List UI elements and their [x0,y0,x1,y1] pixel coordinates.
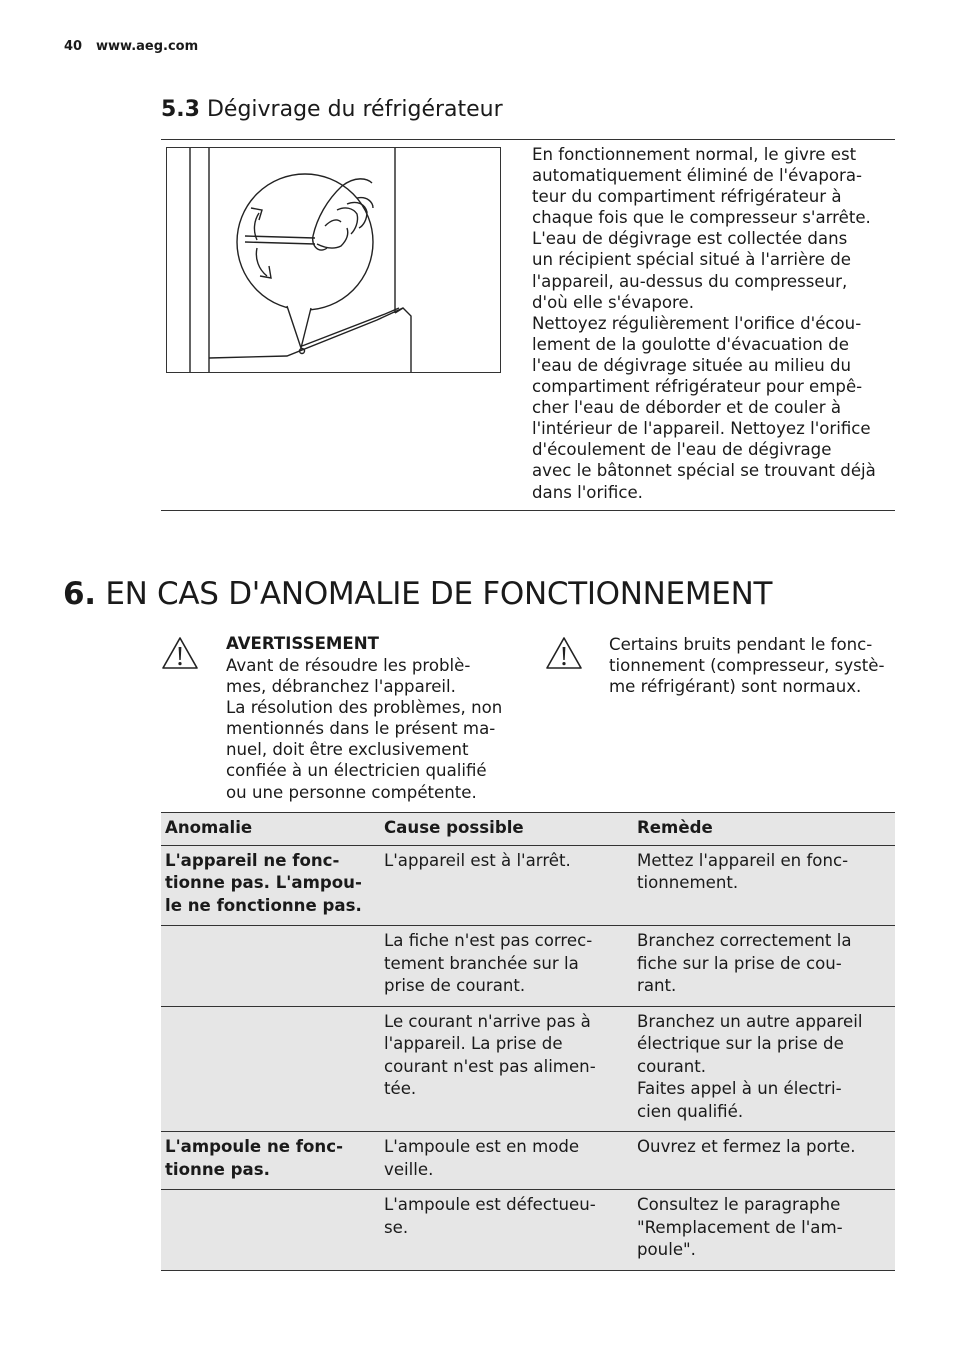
cause-cell: L'appareil est à l'arrêt. [384,850,571,870]
anomalie-cell [161,1190,380,1271]
warning-triangle-icon [545,636,583,674]
warning-text: Avant de résoudre les problè- mes, débranchez l'appareil. La résolution des problèmes, non mentionnés dans le présent ma- nuel, doit être exclusivement confiée à un électricien qualifié ou une personne compétente. [226,656,503,802]
warning-triangle-icon [161,636,199,674]
chapter-title: EN CAS D'ANOMALIE DE FONCTIONNEMENT [105,576,773,612]
column-header-anomalie: Anomalie [165,818,253,837]
top-divider [161,139,895,140]
website-url: www.aeg.com [96,39,199,54]
cause-cell: La fiche n'est pas correc- tement branchée sur la prise de courant. [384,931,593,995]
noise-note: Certains bruits pendant le fonc- tionnement (compresseur, systè- me réfrigérant) sont normaux. [609,635,885,697]
defrost-illustration [166,147,501,373]
section-divider [161,510,895,511]
page-number: 40 [64,39,83,54]
section-title: Dégivrage du réfrigérateur [206,97,503,122]
cause-cell: Le courant n'arrive pas à l'appareil. La prise de courant n'est pas alimen- tée. [384,1011,596,1098]
table-row [161,926,895,1007]
cause-cell: L'ampoule est en mode veille. [384,1137,580,1179]
remede-cell: Consultez le paragraphe "Remplacement de l'am- poule". [637,1195,843,1259]
remede-cell: Mettez l'appareil en fonc- tionnement. [637,850,849,892]
anomalie-cell: L'ampoule ne fonc- tionne pas. [165,1137,343,1179]
anomalie-cell [161,1006,380,1132]
defrost-drawing [167,148,500,372]
table-header-row [161,813,895,846]
anomalie-cell [161,926,380,1007]
remede-cell: Ouvrez et fermez la porte. [637,1137,856,1156]
column-header-cause: Cause possible [384,818,524,837]
table-row [161,1132,895,1190]
warning-title: AVERTISSEMENT [226,634,379,653]
remede-cell: Branchez correctement la fiche sur la prise de cou- rant. [637,931,852,995]
defrost-description: En fonctionnement normal, le givre est automatiquement éliminé de l'évapora- teur du compartiment réfrigérateur à chaque fois que le compresseur s'arrête. L'eau de dégivrage est collectée dans un récipient spécial situé à l'arrière de l'appareil, au-dessus du compresseur, d'où elle s'évapore. Nettoyez régulièrement l'orifice d'écou- lement de la goulotte d'évacuation de l'eau de dégivrage située au milieu du compartiment réfrigérateur pour empê- cher l'eau de déborder et de couler à l'intérieur de l'appareil. Nettoyez l'orifice d'écoulement de l'eau de dégivrage avec le bâtonnet spécial se trouvant déjà dans l'orifice. [532,145,876,502]
cause-cell: L'ampoule est défectueu- se. [384,1195,596,1237]
table-row [161,1190,895,1271]
section-6-heading [63,576,772,612]
section-number: 5.3 [161,97,200,122]
table-row [161,1006,895,1132]
anomalie-cell: L'appareil ne fonc- tionne pas. L'ampou- le ne fonctionne pas. [165,850,362,915]
section-5-3-heading [161,97,503,122]
remede-cell: Branchez un autre appareil électrique sur la prise de courant. Faites appel à un électri- cien qualifié. [637,1011,863,1121]
chapter-number: 6. [63,576,96,612]
table-row [161,845,895,926]
column-header-remede: Remède [637,818,713,837]
troubleshooting-table [161,812,895,1271]
